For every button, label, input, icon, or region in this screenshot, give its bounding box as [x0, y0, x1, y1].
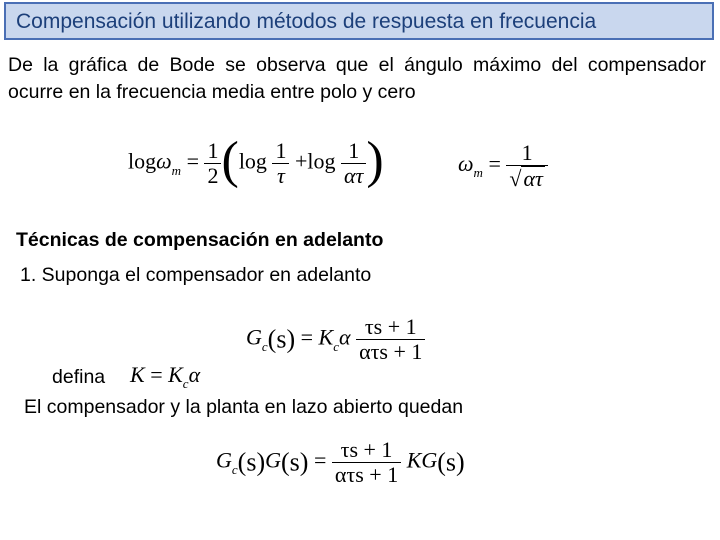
eq3-s: (s) [267, 324, 296, 354]
eq2-den [506, 166, 548, 191]
eq1-half-den: 2 [207, 163, 219, 188]
eq3-alpha: α [339, 324, 351, 350]
eq1-half-num: 1 [204, 139, 221, 164]
define-label: defina [52, 366, 106, 388]
eq5-s3: (s) [437, 447, 465, 477]
eq5-den: ατs + 1 [334, 462, 399, 487]
eq2-omega: ω [458, 151, 474, 177]
intro-paragraph: De la gráfica de Bode se observa que el ángulo máximo del compensador ocurre en la frecuencia media entre polo y cero [8, 54, 706, 103]
eq3-frac [356, 315, 425, 364]
eq1-frac2-den [341, 164, 366, 188]
eq1-plus: + [294, 148, 308, 174]
section-heading: Técnicas de compensación en adelanto [16, 229, 384, 251]
step-1-text: 1. Suponga el compensador en adelanto [20, 264, 372, 286]
eq5-equals: = [313, 447, 327, 473]
eq1-omega: ω [156, 148, 172, 174]
eq1-atau: ατ [343, 163, 364, 188]
eq5-sub: c [231, 461, 238, 477]
eq1-log1: log [238, 148, 267, 174]
eq1-log2: log [307, 148, 336, 174]
eq4-ksub: c [182, 376, 189, 391]
eq1-frac1-den [272, 164, 289, 188]
eq4-K2: K [168, 362, 183, 387]
eq2-num: 1 [506, 141, 548, 166]
eq5-s1: (s) [237, 447, 266, 477]
eq1-tau: τ [277, 163, 285, 188]
eq4-equals: = [150, 362, 163, 387]
eq2-radicand: ατ [523, 166, 543, 191]
eq2-equals: = [488, 151, 501, 177]
open-loop-sentence: El compensador y la planta en lazo abierto quedan [24, 396, 464, 418]
eq3-sub: c [261, 338, 268, 354]
eq1-frac2 [341, 139, 366, 188]
sqrt-icon: √ [509, 166, 522, 191]
eq3-K: K [318, 324, 334, 350]
eq5-num: τs + 1 [332, 438, 401, 463]
eq5-frac [332, 438, 401, 487]
eq1-frac1 [272, 139, 289, 188]
eq1-rparen: ) [366, 132, 384, 189]
eq3-num: τs + 1 [356, 315, 425, 340]
equation-omega-m [458, 141, 548, 191]
eq1-half [204, 139, 221, 188]
eq5-G2: G [265, 447, 281, 473]
equation-log-omega-m [128, 134, 384, 193]
equation-K-definition [130, 362, 201, 391]
eq1-frac1-num: 1 [272, 139, 289, 164]
eq4-K: K [130, 362, 145, 387]
eq1-log: log [128, 148, 157, 174]
eq1-lparen: ( [221, 132, 239, 189]
eq5-s2: (s) [281, 447, 309, 477]
eq3-G: G [246, 324, 262, 350]
slide-title: Compensación utilizando métodos de respuesta en frecuencia [16, 10, 597, 33]
equation-lead-compensator [246, 315, 425, 364]
eq5-KG: KG [406, 447, 438, 473]
eq4-alpha: α [188, 362, 201, 387]
eq3-ksub: c [333, 338, 339, 354]
eq1-frac2-num: 1 [341, 139, 366, 164]
equation-open-loop [216, 438, 465, 487]
eq5-G: G [216, 447, 232, 473]
eq3-den: ατs + 1 [359, 339, 423, 364]
slide-title-bar [4, 2, 714, 40]
eq1-sub: m [171, 162, 182, 178]
eq2-frac [506, 141, 548, 191]
eq2-sub: m [473, 165, 483, 181]
eq3-equals: = [300, 324, 314, 350]
eq2-radicand-box [521, 166, 544, 191]
eq1-equals: = [186, 148, 199, 174]
